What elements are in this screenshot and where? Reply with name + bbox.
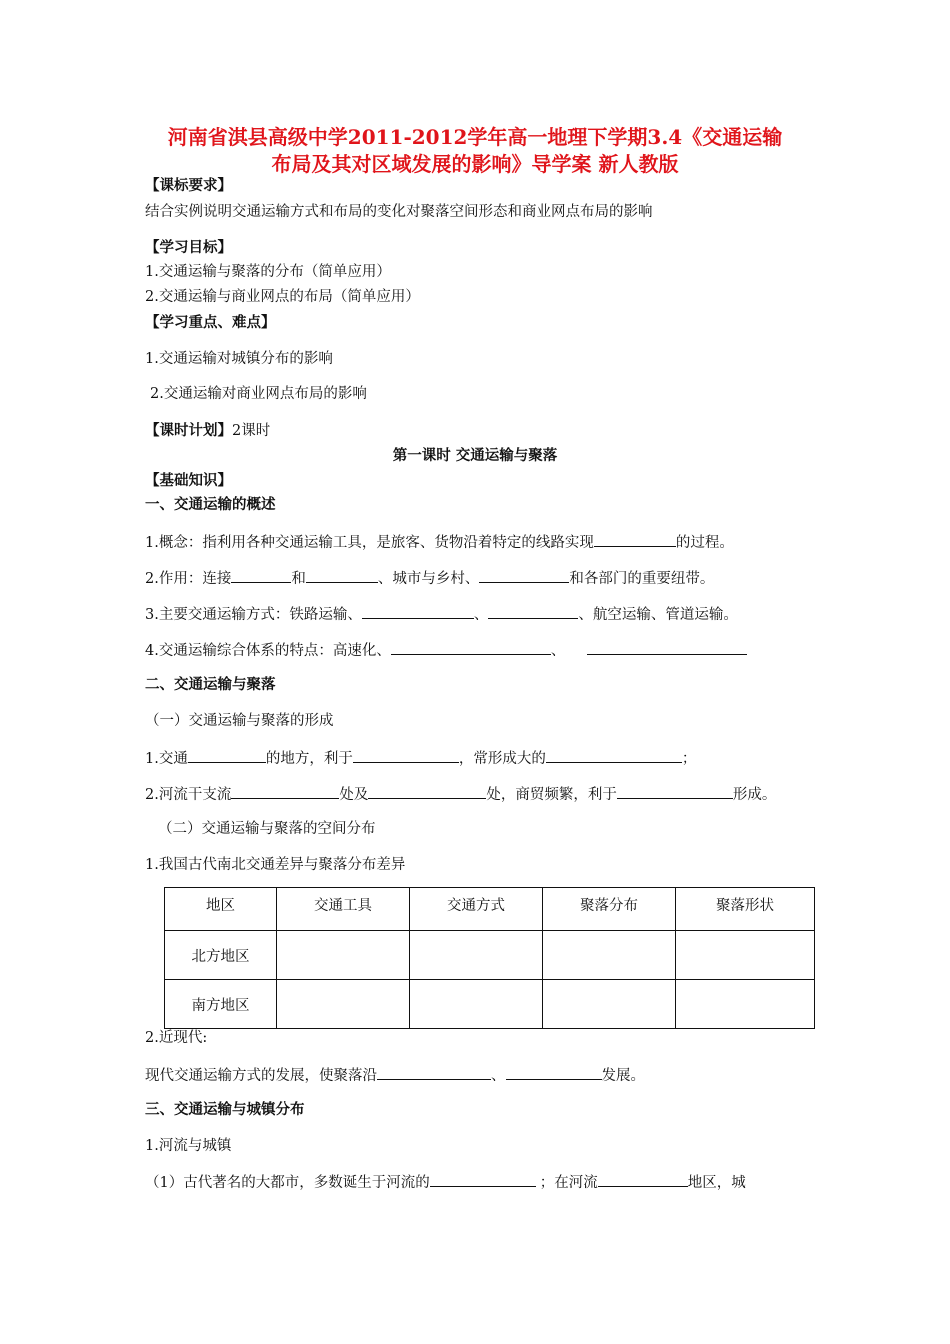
fill-blank[interactable] — [488, 603, 578, 619]
s2-subheading-1: （一）交通运输与聚落的形成 — [145, 713, 334, 729]
s1-q2-text-d: 和各部门的重要纽带。 — [569, 571, 715, 587]
table-cell[interactable] — [543, 980, 676, 1029]
s2-q5-text-b: 、 — [491, 1068, 506, 1084]
s2-q2-text-a: 2.河流干支流 — [145, 787, 232, 803]
s2-question-1 — [145, 747, 696, 769]
row-label-north: 北方地区 — [165, 931, 277, 980]
s2-question-5 — [145, 1064, 645, 1086]
table-row — [165, 980, 815, 1029]
s1-q2-text-c: 、城市与乡村、 — [377, 571, 480, 587]
section-3-heading: 三、交通运输与城镇分布 — [145, 1101, 305, 1118]
schedule-line — [145, 421, 270, 441]
fill-blank[interactable] — [231, 783, 339, 799]
fill-blank[interactable] — [377, 1064, 491, 1080]
fill-blank[interactable] — [306, 567, 378, 583]
table-header-cell: 地区 — [165, 888, 277, 931]
fill-blank[interactable] — [598, 1171, 688, 1187]
document-title-line-2: 布局及其对区域发展的影响》导学案 新人教版 — [271, 152, 679, 176]
document-title-line-1: 河南省淇县高级中学2011-2012学年高一地理下学期3.4《交通运输 — [167, 125, 783, 149]
s3-question-2 — [145, 1171, 746, 1193]
s2-q1-text-a: 1.交通 — [145, 751, 188, 767]
s2-question-2 — [145, 783, 776, 805]
row-label-south: 南方地区 — [165, 980, 277, 1029]
objectives-heading: 【学习目标】 — [145, 239, 232, 256]
s1-q1-text-a: 1.概念：指利用各种交通运输工具，是旅客、货物沿着特定的线路实现 — [145, 535, 594, 551]
table-cell[interactable] — [543, 931, 676, 980]
schedule-heading: 【课时计划】 — [145, 422, 232, 439]
key-point-item-1: 1.交通运输对城镇分布的影响 — [145, 351, 333, 367]
s1-question-2 — [145, 567, 714, 589]
table-cell[interactable] — [410, 931, 543, 980]
s1-q4-text-a: 4.交通运输综合体系的特点：高速化、 — [145, 643, 391, 659]
s1-q1-text-b: 的过程。 — [675, 535, 734, 551]
s1-q4-text-b: 、 — [550, 643, 566, 659]
objective-item-1: 1.交通运输与聚落的分布（简单应用） — [145, 264, 391, 280]
s2-q1-text-b: 的地方，利于 — [265, 751, 353, 767]
table-cell[interactable] — [277, 980, 410, 1029]
fill-blank[interactable] — [188, 747, 266, 763]
s2-q5-text-c: 发展。 — [601, 1068, 645, 1084]
objective-item-2: 2.交通运输与商业网点的布局（简单应用） — [145, 289, 420, 305]
table-header-cell: 交通工具 — [277, 888, 410, 931]
s3-q2-text-a: （1）古代著名的大都市，多数诞生于河流的 — [145, 1175, 430, 1191]
s3-q2-text-b: ；在河流 — [539, 1175, 598, 1191]
fill-blank[interactable] — [587, 639, 747, 655]
fill-blank[interactable] — [231, 567, 291, 583]
fill-blank[interactable] — [368, 783, 486, 799]
schedule-value: 2课时 — [232, 423, 271, 439]
fill-blank[interactable] — [353, 747, 459, 763]
fill-blank[interactable] — [617, 783, 733, 799]
s1-q2-text-b: 和 — [291, 571, 306, 587]
table-cell[interactable] — [676, 980, 815, 1029]
s3-question-1: 1.河流与城镇 — [145, 1138, 232, 1154]
table-header-row — [165, 888, 815, 931]
table-header-cell: 聚落分布 — [543, 888, 676, 931]
s1-question-3 — [145, 603, 738, 625]
s3-q2-text-c: 地区，城 — [687, 1175, 746, 1191]
table-row — [165, 931, 815, 980]
section-2-heading: 二、交通运输与聚落 — [145, 676, 276, 693]
s2-q2-text-c: 处，商贸频繁，利于 — [486, 787, 617, 803]
section-1-heading: 一、交通运输的概述 — [145, 496, 276, 513]
fill-blank[interactable] — [391, 639, 551, 655]
table-header-cell: 聚落形状 — [676, 888, 815, 931]
s2-q1-text-d: ； — [681, 751, 697, 767]
table-header-cell: 交通方式 — [410, 888, 543, 931]
s1-q2-text-a: 2.作用：连接 — [145, 571, 232, 587]
s2-q2-text-d: 形成。 — [732, 787, 777, 803]
s2-q2-text-b: 处及 — [339, 787, 369, 803]
s1-question-1 — [145, 531, 734, 553]
s1-q3-text-b: 、 — [473, 607, 489, 623]
s1-q3-text-c: 、航空运输、管道运输。 — [578, 607, 738, 623]
settlement-comparison-table — [164, 887, 815, 1029]
lesson-title: 第一课时 交通运输与聚落 — [392, 447, 558, 464]
table-cell[interactable] — [676, 931, 815, 980]
table-cell[interactable] — [410, 980, 543, 1029]
basic-knowledge-heading: 【基础知识】 — [145, 472, 232, 489]
s2-question-4: 2.近现代: — [145, 1030, 208, 1046]
s2-q5-text-a: 现代交通运输方式的发展，使聚落沿 — [145, 1068, 377, 1084]
s2-q1-text-c: ，常形成大的 — [458, 751, 546, 767]
s2-question-3: 1.我国古代南北交通差异与聚落分布差异 — [145, 857, 406, 873]
fill-blank[interactable] — [362, 603, 474, 619]
key-points-heading: 【学习重点、难点】 — [145, 314, 276, 331]
s2-subheading-2: （二）交通运输与聚落的空间分布 — [158, 821, 376, 837]
curriculum-heading: 【课标要求】 — [145, 177, 232, 194]
key-point-item-2: 2.交通运输对商业网点布局的影响 — [150, 386, 367, 402]
table-cell[interactable] — [277, 931, 410, 980]
s1-q3-text-a: 3.主要交通运输方式：铁路运输、 — [145, 607, 362, 623]
s1-question-4 — [145, 639, 747, 661]
fill-blank[interactable] — [594, 531, 676, 547]
fill-blank[interactable] — [506, 1064, 602, 1080]
fill-blank[interactable] — [479, 567, 569, 583]
fill-blank[interactable] — [430, 1171, 536, 1187]
curriculum-text: 结合实例说明交通运输方式和布局的变化对聚落空间形态和商业网点布局的影响 — [145, 204, 653, 220]
fill-blank[interactable] — [546, 747, 682, 763]
